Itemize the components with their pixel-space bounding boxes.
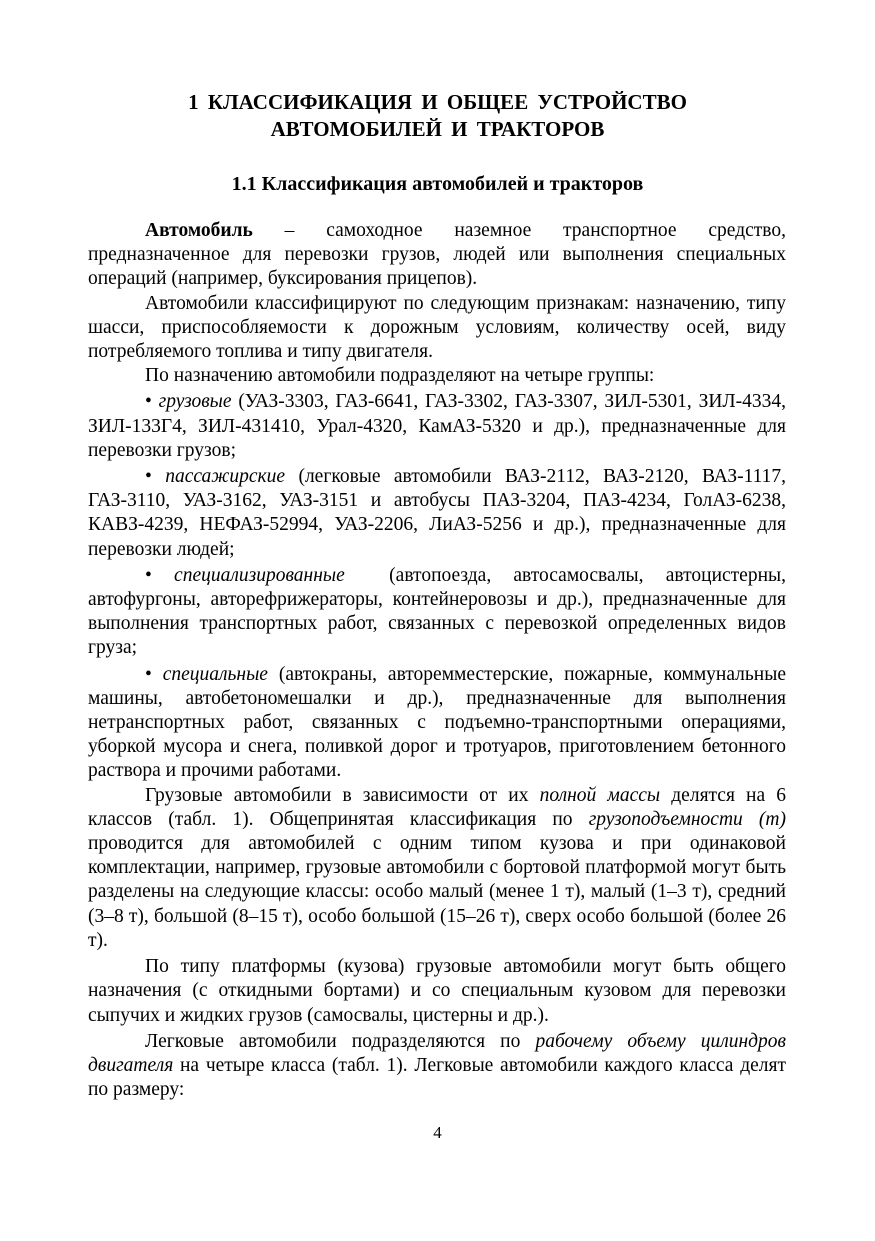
list-item: • специализированные (автопоезда, автосамосвалы, автоцистерны, автофургоны, авторефрижераторы, контейнеровозы и др.), предназначенные для выполнения транспортных работ, связанных с перевозкой определенных видов груза; [88,564,791,659]
paragraph-platform-types: По типу платформы (кузова) грузовые автомобили могут быть общего назначения (с откидными бортами) и со специальным кузовом для перевозки сыпучих и жидких грузов (самосвалы, цистерны и др.). [88,956,786,1026]
paragraph-classification-criteria: Автомобили классифицируют по следующим признакам: назначению, типу шасси, приспособляемости к дорожным условиям, количеству осей, виду потребляемого топлива и типу двигателя. [88,292,786,363]
section-title: 1.1 Классификация автомобилей и тракторов [231,173,644,195]
paragraph-definition: Автомобиль – самоходное наземное транспортное средство, предназначенное для перевозки грузов, людей или выполнения специальных операций (например, буксирования прицепов). [88,220,786,290]
chapter-title-line-1: 1 КЛАССИФИКАЦИЯ И ОБЩЕЕ УСТРОЙСТВО [188,90,687,114]
list-item: • грузовые (УАЗ-3303, ГАЗ-6641, ГАЗ-3302, ГАЗ-3307, ЗИЛ-5301, ЗИЛ-4334, ЗИЛ-133Г4, ЗИЛ-431410, Урал-4320, КамАЗ-5320 и др.), предназначенные для перевозки грузов; [88,391,787,461]
list-item: • пассажирские (легковые автомобили ВАЗ-2112, ВАЗ-2120, ВАЗ-1117, ГАЗ-3110, УАЗ-3162, УАЗ-3151 и автобусы ПАЗ-3204, ПАЗ-4234, ГолАЗ-6238, КАВЗ-4239, НЕФАЗ-52994, УАЗ-2206, ЛиАЗ-5256 и др.), предназначенные для перевозки людей; [88,466,787,560]
paragraph-trucks-classes: Грузовые автомобили в зависимости от их полной массы делятся на 6 классов (табл. 1). Общепринятая классификация по грузоподъемности (т) проводится для автомобилей с одним типом кузова и при одинаковой комплектации, например, грузовые автомобили с бортовой платформой могут быть разделены на следующие классы: особо малый (менее 1 т), малый (1–3 т), средний (3–8 т), большой (8–15 т), особо большой (15–26 т), сверх особо большой (более 26 т). [88,784,786,951]
chapter-title [0,89,875,143]
paragraph-groups-intro: По назначению автомобили подразделяют на четыре группы: [145,365,655,387]
body-text [88,219,791,1102]
paragraph-passenger-cars: Легковые автомобили подразделяются по рабочему объему цилиндров двигателя на четыре класса (табл. 1). Легковые автомобили каждого класса делят по размеру: [88,1030,786,1101]
page-number: 4 [433,1123,442,1142]
chapter-title-line-2: АВТОМОБИЛЕЙ И ТРАКТОРОВ [270,117,605,141]
term-automobile: Автомобиль [145,220,253,241]
list-item: • специальные (автокраны, авторемместерские, пожарные, коммунальные машины, автобетономешалки и др.), предназначенные для выполнения нетранспортных работ, связанных с подъемно-транспортными операциями, уборкой мусора и снега, поливкой дорог и тротуаров, приготовлением бетонного раствора и прочими работами. [88,663,786,782]
